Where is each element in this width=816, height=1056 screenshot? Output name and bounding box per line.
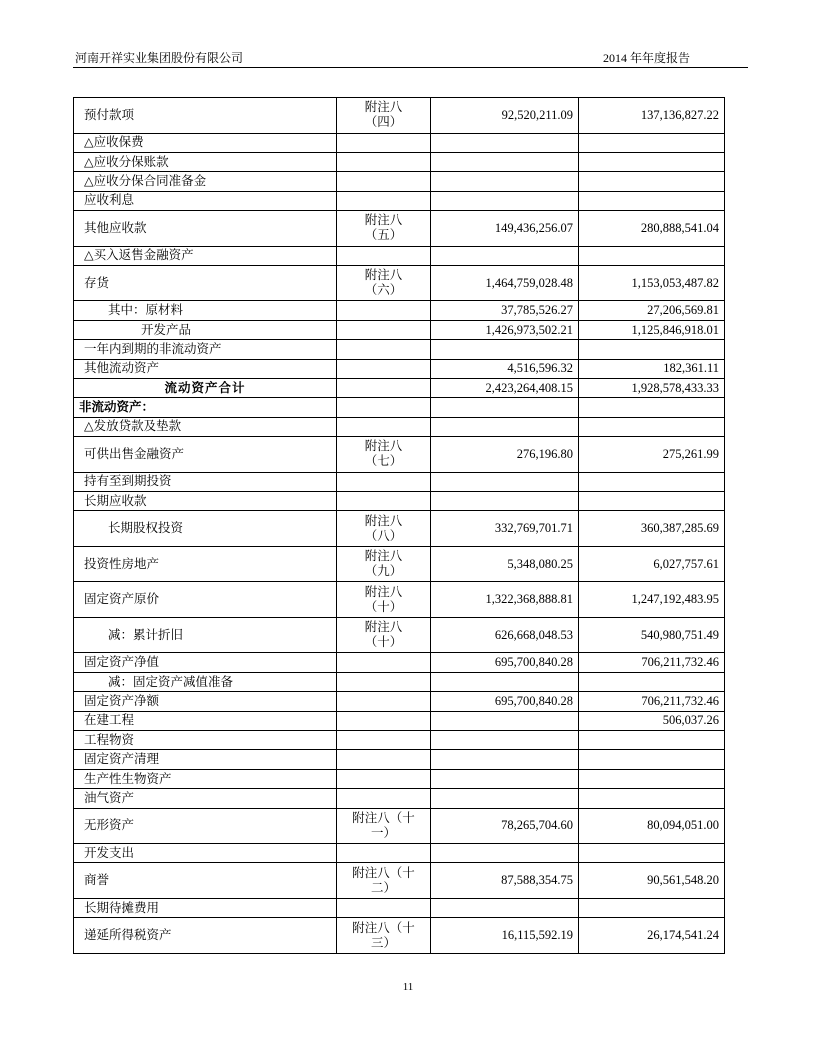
table-row <box>74 211 725 247</box>
item-cell: 开发产品 <box>74 320 337 339</box>
amount-a-cell <box>431 398 579 417</box>
amount-b-cell <box>579 417 725 436</box>
table-row <box>74 808 725 844</box>
amount-b-cell <box>579 191 725 210</box>
amount-a-cell <box>431 844 579 863</box>
amount-a-cell <box>431 246 579 265</box>
amount-a-cell <box>431 133 579 152</box>
amount-a-cell <box>431 672 579 691</box>
item-cell: 持有至到期投资 <box>74 472 337 491</box>
amount-b-cell <box>579 492 725 511</box>
note-cell <box>337 398 431 417</box>
table-row <box>74 711 725 730</box>
table-row <box>74 320 725 339</box>
amount-a-cell <box>431 750 579 769</box>
header-rule <box>73 67 748 68</box>
amount-b-cell: 27,206,569.81 <box>579 301 725 320</box>
item-cell: 长期股权投资 <box>74 511 337 547</box>
amount-a-cell: 1,464,759,028.48 <box>431 265 579 301</box>
item-cell: 长期待摊费用 <box>74 898 337 917</box>
amount-a-cell <box>431 417 579 436</box>
amount-a-cell <box>431 191 579 210</box>
note-cell <box>337 191 431 210</box>
note-cell: 附注八（十） <box>337 617 431 653</box>
item-cell: 工程物资 <box>74 731 337 750</box>
note-cell <box>337 731 431 750</box>
amount-b-cell: 137,136,827.22 <box>579 98 725 134</box>
table-row <box>74 582 725 618</box>
item-cell: 生产性生物资产 <box>74 769 337 788</box>
item-cell: 在建工程 <box>74 711 337 730</box>
item-cell: 投资性房地产 <box>74 546 337 582</box>
item-cell: △应收分保账款 <box>74 152 337 171</box>
note-cell <box>337 750 431 769</box>
amount-b-cell <box>579 472 725 491</box>
note-cell <box>337 359 431 378</box>
item-cell: 固定资产原价 <box>74 582 337 618</box>
item-cell: 减：固定资产减值准备 <box>74 672 337 691</box>
table-row <box>74 98 725 134</box>
amount-a-cell: 37,785,526.27 <box>431 301 579 320</box>
table-row <box>74 918 725 954</box>
amount-a-cell <box>431 769 579 788</box>
note-cell <box>337 172 431 191</box>
amount-a-cell: 92,520,211.09 <box>431 98 579 134</box>
amount-b-cell <box>579 789 725 808</box>
note-cell: 附注八（十一） <box>337 808 431 844</box>
table-row <box>74 731 725 750</box>
amount-b-cell: 540,980,751.49 <box>579 617 725 653</box>
table-row <box>74 617 725 653</box>
section-heading-row <box>74 398 725 417</box>
table-row <box>74 133 725 152</box>
item-cell: 存货 <box>74 265 337 301</box>
amount-b-cell <box>579 750 725 769</box>
table-row <box>74 172 725 191</box>
amount-b-cell <box>579 340 725 359</box>
item-cell: 递延所得税资产 <box>74 918 337 954</box>
amount-b-cell: 506,037.26 <box>579 711 725 730</box>
amount-b-cell <box>579 672 725 691</box>
table-row <box>74 750 725 769</box>
amount-b-cell <box>579 731 725 750</box>
note-cell <box>337 898 431 917</box>
item-cell: △应收保费 <box>74 133 337 152</box>
amount-b-cell: 182,361.11 <box>579 359 725 378</box>
note-cell: 附注八（十二） <box>337 863 431 899</box>
note-cell <box>337 492 431 511</box>
amount-a-cell: 16,115,592.19 <box>431 918 579 954</box>
amount-a-cell: 695,700,840.28 <box>431 653 579 672</box>
note-cell: 附注八（十三） <box>337 918 431 954</box>
item-cell: 应收利息 <box>74 191 337 210</box>
amount-a-cell: 149,436,256.07 <box>431 211 579 247</box>
item-cell: 固定资产清理 <box>74 750 337 769</box>
table-row <box>74 437 725 473</box>
note-cell <box>337 769 431 788</box>
table-row <box>74 653 725 672</box>
table-row <box>74 546 725 582</box>
item-cell: 商誉 <box>74 863 337 899</box>
table-row <box>74 844 725 863</box>
note-cell <box>337 692 431 711</box>
note-cell <box>337 152 431 171</box>
amount-a-cell <box>431 789 579 808</box>
amount-b-cell: 275,261.99 <box>579 437 725 473</box>
table-row <box>74 191 725 210</box>
subtotal-row <box>74 379 725 398</box>
amount-a-cell: 695,700,840.28 <box>431 692 579 711</box>
table-row <box>74 692 725 711</box>
note-cell <box>337 320 431 339</box>
note-cell: 附注八（五） <box>337 211 431 247</box>
amount-b-cell <box>579 246 725 265</box>
item-cell: 其中：原材料 <box>74 301 337 320</box>
item-cell: 无形资产 <box>74 808 337 844</box>
table-row <box>74 340 725 359</box>
note-cell: 附注八（八） <box>337 511 431 547</box>
amount-b-cell <box>579 133 725 152</box>
amount-a-cell: 78,265,704.60 <box>431 808 579 844</box>
item-cell: 减：累计折旧 <box>74 617 337 653</box>
amount-a-cell: 1,322,368,888.81 <box>431 582 579 618</box>
item-cell: 长期应收款 <box>74 492 337 511</box>
amount-b-cell <box>579 844 725 863</box>
item-cell: 开发支出 <box>74 844 337 863</box>
table-row <box>74 417 725 436</box>
amount-b-cell: 90,561,548.20 <box>579 863 725 899</box>
header-report-title: 2014 年年度报告 <box>602 51 690 65</box>
amount-b-cell <box>579 398 725 417</box>
amount-a-cell <box>431 172 579 191</box>
note-cell <box>337 133 431 152</box>
amount-a-cell: 5,348,080.25 <box>431 546 579 582</box>
note-cell: 附注八（四） <box>337 98 431 134</box>
item-cell: △应收分保合同准备金 <box>74 172 337 191</box>
amount-a-cell <box>431 340 579 359</box>
amount-a-cell <box>431 492 579 511</box>
amount-b-cell <box>579 152 725 171</box>
note-cell <box>337 711 431 730</box>
item-cell: △买入返售金融资产 <box>74 246 337 265</box>
table-row <box>74 492 725 511</box>
item-cell: 油气资产 <box>74 789 337 808</box>
item-cell: 一年内到期的非流动资产 <box>74 340 337 359</box>
amount-b-cell: 80,094,051.00 <box>579 808 725 844</box>
table-row <box>74 511 725 547</box>
note-cell <box>337 246 431 265</box>
amount-a-cell: 626,668,048.53 <box>431 617 579 653</box>
amount-b-cell: 706,211,732.46 <box>579 653 725 672</box>
amount-a-cell: 4,516,596.32 <box>431 359 579 378</box>
note-cell <box>337 417 431 436</box>
table-row <box>74 472 725 491</box>
note-cell: 附注八（十） <box>337 582 431 618</box>
amount-b-cell: 1,125,846,918.01 <box>579 320 725 339</box>
table-row <box>74 672 725 691</box>
table-row <box>74 769 725 788</box>
amount-b-cell: 360,387,285.69 <box>579 511 725 547</box>
amount-a-cell <box>431 152 579 171</box>
balance-sheet-table <box>73 97 725 954</box>
amount-a-cell: 276,196.80 <box>431 437 579 473</box>
table-row <box>74 789 725 808</box>
subtotal-label: 流动资产合计 <box>74 379 337 398</box>
table-row <box>74 863 725 899</box>
note-cell <box>337 472 431 491</box>
amount-b-cell: 1,928,578,433.33 <box>579 379 725 398</box>
amount-b-cell <box>579 898 725 917</box>
amount-a-cell <box>431 711 579 730</box>
item-cell: 预付款项 <box>74 98 337 134</box>
item-cell: 其他应收款 <box>74 211 337 247</box>
item-cell: △发放贷款及垫款 <box>74 417 337 436</box>
note-cell: 附注八（九） <box>337 546 431 582</box>
table-row <box>74 898 725 917</box>
table-row <box>74 301 725 320</box>
item-cell: 其他流动资产 <box>74 359 337 378</box>
amount-b-cell: 706,211,732.46 <box>579 692 725 711</box>
note-cell <box>337 653 431 672</box>
table-row <box>74 246 725 265</box>
amount-b-cell: 1,247,192,483.95 <box>579 582 725 618</box>
amount-b-cell <box>579 172 725 191</box>
amount-a-cell: 2,423,264,408.15 <box>431 379 579 398</box>
table-row <box>74 152 725 171</box>
note-cell: 附注八（七） <box>337 437 431 473</box>
amount-a-cell: 87,588,354.75 <box>431 863 579 899</box>
item-cell: 固定资产净额 <box>74 692 337 711</box>
item-cell: 固定资产净值 <box>74 653 337 672</box>
section-heading: 非流动资产： <box>74 398 337 417</box>
note-cell <box>337 340 431 359</box>
note-cell <box>337 379 431 398</box>
amount-a-cell <box>431 731 579 750</box>
amount-a-cell <box>431 472 579 491</box>
page-number: 11 <box>402 981 414 993</box>
amount-b-cell <box>579 769 725 788</box>
note-cell <box>337 301 431 320</box>
note-cell: 附注八（六） <box>337 265 431 301</box>
note-cell <box>337 672 431 691</box>
table-row <box>74 359 725 378</box>
table-row <box>74 265 725 301</box>
note-cell <box>337 844 431 863</box>
item-cell: 可供出售金融资产 <box>74 437 337 473</box>
amount-b-cell: 1,153,053,487.82 <box>579 265 725 301</box>
amount-b-cell: 6,027,757.61 <box>579 546 725 582</box>
amount-a-cell: 332,769,701.71 <box>431 511 579 547</box>
amount-b-cell: 280,888,541.04 <box>579 211 725 247</box>
amount-a-cell <box>431 898 579 917</box>
header-company-name: 河南开祥实业集团股份有限公司 <box>75 51 244 65</box>
note-cell <box>337 789 431 808</box>
amount-b-cell: 26,174,541.24 <box>579 918 725 954</box>
amount-a-cell: 1,426,973,502.21 <box>431 320 579 339</box>
